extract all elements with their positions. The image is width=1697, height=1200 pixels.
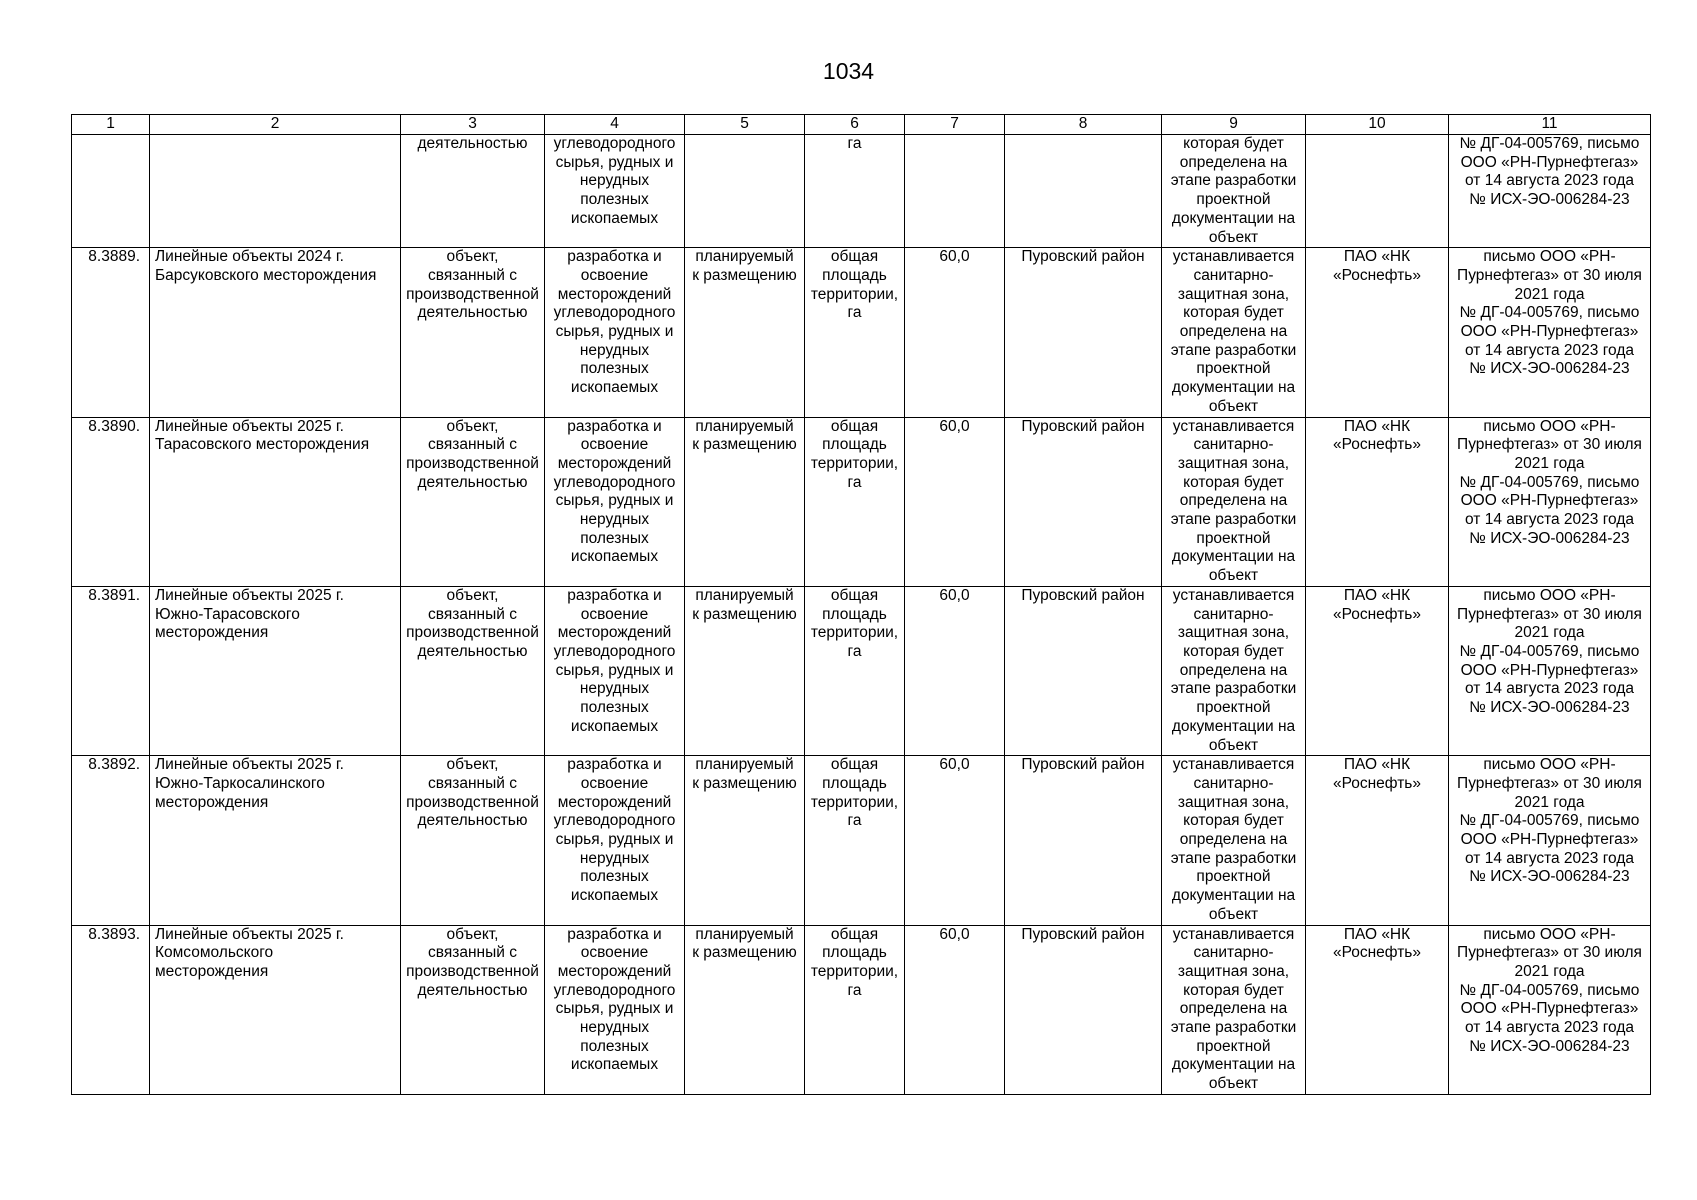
cell-param: общая площадь территории, га	[805, 417, 905, 586]
cell-purpose: разработка и освоение месторождений углеводородного сырья, рудных и нерудных полезных ископаемых	[545, 248, 685, 417]
column-header: 4	[545, 115, 685, 135]
cell-value: 60,0	[905, 248, 1005, 417]
column-header: 2	[150, 115, 401, 135]
cell-initiator: ПАО «НК «Роснефть»	[1306, 417, 1449, 586]
table-row	[72, 248, 1651, 417]
cell-initiator	[1306, 135, 1449, 248]
cell-location: Пуровский район	[1005, 925, 1162, 1094]
table-row	[72, 925, 1651, 1094]
cell-location: Пуровский район	[1005, 586, 1162, 755]
column-header: 1	[72, 115, 150, 135]
cell-value: 60,0	[905, 586, 1005, 755]
cell-value: 60,0	[905, 417, 1005, 586]
cell-number: 8.3893.	[72, 925, 150, 1094]
page-number: 1034	[822, 58, 875, 84]
cell-purpose: разработка и освоение месторождений углеводородного сырья, рудных и нерудных полезных ископаемых	[545, 417, 685, 586]
cell-zone: устанавливается санитарно- защитная зона, которая будет определена на этапе разработки проектной документации на объект	[1162, 586, 1306, 755]
cell-param: общая площадь территории, га	[805, 925, 905, 1094]
cell-type: объект, связанный с производственной деятельностью	[401, 756, 545, 925]
cell-value: 60,0	[905, 925, 1005, 1094]
cell-name: Линейные объекты 2025 г. Комсомольского месторождения	[150, 925, 401, 1094]
cell-purpose: разработка и освоение месторождений углеводородного сырья, рудных и нерудных полезных ископаемых	[545, 925, 685, 1094]
cell-zone: устанавливается санитарно- защитная зона, которая будет определена на этапе разработки проектной документации на объект	[1162, 925, 1306, 1094]
cell-number: 8.3892.	[72, 756, 150, 925]
cell-initiator: ПАО «НК «Роснефть»	[1306, 248, 1449, 417]
cell-basis: письмо ООО «РН- Пурнефтегаз» от 30 июля 2021 года № ДГ-04-005769, письмо ООО «РН-Пурнефтегаз» от 14 августа 2023 года № ИСХ-ЭО-006284-23	[1449, 925, 1651, 1094]
column-header: 11	[1449, 115, 1651, 135]
cell-number: 8.3889.	[72, 248, 150, 417]
cell-number: 8.3890.	[72, 417, 150, 586]
cell-status: планируемый к размещению	[685, 586, 805, 755]
column-header: 5	[685, 115, 805, 135]
table-row	[72, 417, 1651, 586]
cell-location: Пуровский район	[1005, 756, 1162, 925]
cell-number	[72, 135, 150, 248]
objects-table	[71, 114, 1651, 1095]
cell-type: объект, связанный с производственной деятельностью	[401, 925, 545, 1094]
cell-location: Пуровский район	[1005, 417, 1162, 586]
cell-zone: устанавливается санитарно- защитная зона, которая будет определена на этапе разработки проектной документации на объект	[1162, 756, 1306, 925]
cell-type: объект, связанный с производственной деятельностью	[401, 586, 545, 755]
column-header: 3	[401, 115, 545, 135]
cell-name: Линейные объекты 2024 г. Барсуковского месторождения	[150, 248, 401, 417]
column-header: 9	[1162, 115, 1306, 135]
cell-type: объект, связанный с производственной деятельностью	[401, 248, 545, 417]
cell-name: Линейные объекты 2025 г. Южно-Тарасовского месторождения	[150, 586, 401, 755]
cell-name: Линейные объекты 2025 г. Тарасовского месторождения	[150, 417, 401, 586]
cell-name	[150, 135, 401, 248]
cell-initiator: ПАО «НК «Роснефть»	[1306, 756, 1449, 925]
table-row	[72, 756, 1651, 925]
cell-value: 60,0	[905, 756, 1005, 925]
cell-param: общая площадь территории, га	[805, 586, 905, 755]
column-header: 8	[1005, 115, 1162, 135]
cell-initiator: ПАО «НК «Роснефть»	[1306, 925, 1449, 1094]
cell-location: Пуровский район	[1005, 248, 1162, 417]
cell-purpose: углеводородного сырья, рудных и нерудных полезных ископаемых	[545, 135, 685, 248]
cell-status: планируемый к размещению	[685, 925, 805, 1094]
cell-zone: устанавливается санитарно- защитная зона, которая будет определена на этапе разработки проектной документации на объект	[1162, 248, 1306, 417]
cell-name: Линейные объекты 2025 г. Южно-Таркосалинского месторождения	[150, 756, 401, 925]
cell-basis: письмо ООО «РН- Пурнефтегаз» от 30 июля 2021 года № ДГ-04-005769, письмо ООО «РН-Пурнефтегаз» от 14 августа 2023 года № ИСХ-ЭО-006284-23	[1449, 586, 1651, 755]
cell-purpose: разработка и освоение месторождений углеводородного сырья, рудных и нерудных полезных ископаемых	[545, 756, 685, 925]
cell-basis: письмо ООО «РН- Пурнефтегаз» от 30 июля 2021 года № ДГ-04-005769, письмо ООО «РН-Пурнефтегаз» от 14 августа 2023 года № ИСХ-ЭО-006284-23	[1449, 756, 1651, 925]
cell-initiator: ПАО «НК «Роснефть»	[1306, 586, 1449, 755]
cell-param: общая площадь территории, га	[805, 756, 905, 925]
cell-number: 8.3891.	[72, 586, 150, 755]
cell-basis: письмо ООО «РН- Пурнефтегаз» от 30 июля 2021 года № ДГ-04-005769, письмо ООО «РН-Пурнефтегаз» от 14 августа 2023 года № ИСХ-ЭО-006284-23	[1449, 417, 1651, 586]
cell-basis: письмо ООО «РН- Пурнефтегаз» от 30 июля 2021 года № ДГ-04-005769, письмо ООО «РН-Пурнефтегаз» от 14 августа 2023 года № ИСХ-ЭО-006284-23	[1449, 248, 1651, 417]
cell-status: планируемый к размещению	[685, 248, 805, 417]
column-header: 10	[1306, 115, 1449, 135]
cell-zone: которая будет определена на этапе разработки проектной документации на объект	[1162, 135, 1306, 248]
column-header: 6	[805, 115, 905, 135]
column-numbers-row	[72, 115, 1651, 135]
cell-zone: устанавливается санитарно- защитная зона, которая будет определена на этапе разработки проектной документации на объект	[1162, 417, 1306, 586]
cell-type: объект, связанный с производственной деятельностью	[401, 417, 545, 586]
cell-basis: № ДГ-04-005769, письмо ООО «РН-Пурнефтегаз» от 14 августа 2023 года № ИСХ-ЭО-006284-23	[1449, 135, 1651, 248]
cell-status: планируемый к размещению	[685, 417, 805, 586]
cell-status	[685, 135, 805, 248]
cell-value	[905, 135, 1005, 248]
cell-purpose: разработка и освоение месторождений углеводородного сырья, рудных и нерудных полезных ископаемых	[545, 586, 685, 755]
table-row	[72, 586, 1651, 755]
column-header: 7	[905, 115, 1005, 135]
cell-param: га	[805, 135, 905, 248]
cell-param: общая площадь территории, га	[805, 248, 905, 417]
continuation-row	[72, 135, 1651, 248]
cell-status: планируемый к размещению	[685, 756, 805, 925]
cell-location	[1005, 135, 1162, 248]
cell-type: деятельностью	[401, 135, 545, 248]
